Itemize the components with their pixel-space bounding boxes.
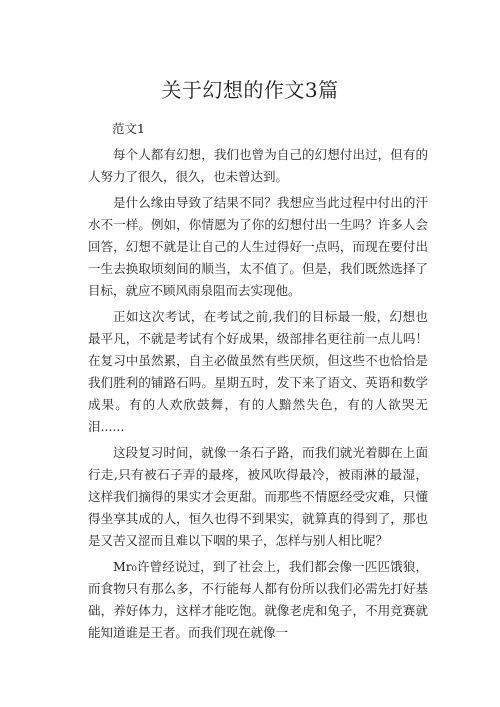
paragraph: 每个人都有幻想，我们也曾为自己的幻想付出过，但有的人努力了很久，很久，也未曾达到。 bbox=[88, 147, 428, 184]
paragraph: 正如这次考试，在考试之前,我们的目标最一般，幻想也最平凡，不就是考试有个好成果，级部排名更往前一点儿吗！在复习中虽然累，自主必做虽然有些厌烦，但这些不也恰恰是我们胜利的铺路石吗。星期五时，发下来了语文、英语和数学成果。有的人欢欣鼓舞，有的人黯然失色，有的人欲哭无泪...... bbox=[88, 309, 428, 434]
section-heading: 范文1 bbox=[112, 121, 145, 136]
document-body bbox=[88, 118, 428, 648]
paragraph: Mr₀许曾经说过，到了社会上，我们都会像一匹匹饿狼，而食物只有那么多，不行能每人都有份所以我们必需先打好基础，养好体力，这样才能吃饱。就像老虎和兔子，不用竞赛就能知道谁是王者。而我们现在就像一 bbox=[88, 559, 428, 640]
document-title: 关于幻想的作文3篇 bbox=[161, 78, 339, 102]
paragraph: 这段复习时间，就像一条石子路，而我们就光着脚在上面行走,只有被石子弄的最疼，被风吹得最冷，被雨淋的最湿，这样我们摘得的果实才会更甜。而那些不情愿经受灾难，只懂得坐享其成的人，恒久也得不到果实，就算真的得到了，那也是又苦又涩而且难以下咽的果子，怎样与别人相比呢？ bbox=[88, 445, 428, 548]
paragraph: 是什么缘由导致了结果不同？我想应当此过程中付出的汗水不一样。例如，你情愿为了你的幻想付出一生吗？许多人会回答，幻想不就是让自己的人生过得好一点吗，而现在要付出一生去换取顷刻间的顺当，太不值了。但是，我们既然选择了目标，就应不顾风雨泉阻而去实现他。 bbox=[88, 195, 428, 298]
